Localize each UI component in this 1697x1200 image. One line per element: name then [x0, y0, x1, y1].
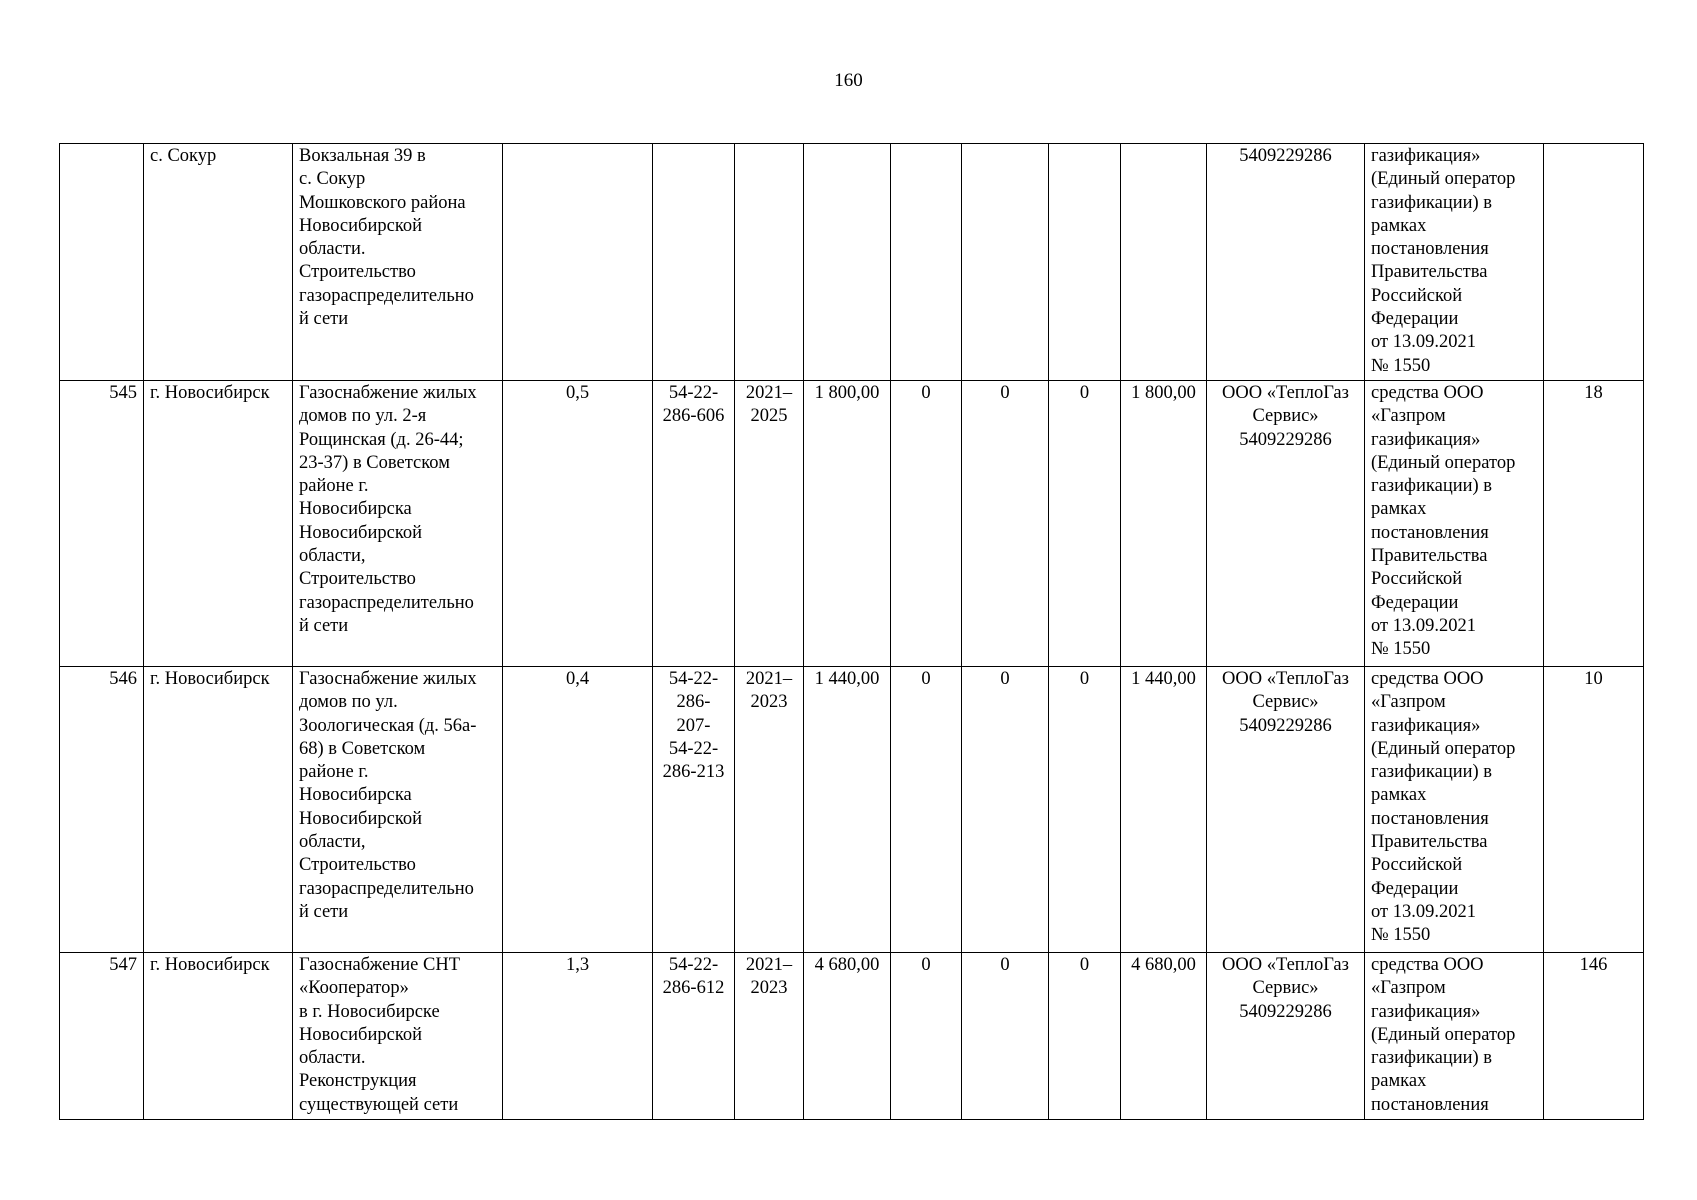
cell-text-line: от 13.09.2021 — [1371, 615, 1476, 636]
organization-cell — [1207, 381, 1365, 667]
registration-number-cell — [653, 953, 735, 1120]
cell-text-line: 545 — [109, 383, 137, 403]
organization-cell — [1207, 953, 1365, 1120]
cell-text-line: 23-37) в Советском — [299, 452, 450, 473]
cell-text-line: постановления — [1371, 1094, 1489, 1115]
cell-text-line: й сети — [299, 309, 349, 330]
cell-text-line: газификация» — [1371, 429, 1481, 450]
locality-cell — [144, 953, 293, 1120]
amount-cell — [1049, 381, 1121, 667]
cell-text-line: газификация» — [1371, 715, 1481, 736]
cell-text-line: Вокзальная 39 в — [299, 146, 426, 166]
cell-text-line: газораспределительно — [299, 285, 474, 306]
amount-cell — [1121, 381, 1207, 667]
cell-text-line: 1 440,00 — [814, 669, 880, 689]
cell-text-line: ООО «ТеплоГаз — [1222, 955, 1349, 975]
cell-text-line: 5409229286 — [1239, 1001, 1332, 1022]
cell-text-line: Федерации — [1371, 878, 1459, 899]
cell-text-line: 286-612 — [662, 978, 725, 999]
cell-text-line: 286-213 — [662, 762, 725, 783]
cell-text-line: средства ООО — [1371, 383, 1484, 403]
funding-source-cell — [1365, 144, 1544, 381]
cell-text-line: (Единый оператор — [1371, 169, 1516, 190]
cell-text-line: (Единый оператор — [1371, 452, 1516, 473]
cell-text-line: № 1550 — [1371, 639, 1431, 660]
count-cell — [1544, 381, 1644, 667]
total-amount-cell — [804, 144, 891, 381]
length-cell — [503, 667, 653, 953]
table-row — [60, 953, 1644, 1120]
cell-text-line: 2025 — [750, 406, 788, 427]
cell-text-line: рамках — [1371, 499, 1427, 520]
amount-cell — [1049, 667, 1121, 953]
cell-text-line: 1,3 — [565, 955, 590, 975]
table-row — [60, 381, 1644, 667]
cell-text-line: 2021– — [745, 669, 793, 689]
cell-text-line: рамках — [1371, 785, 1427, 806]
cell-text-line: 4 680,00 — [1131, 955, 1196, 975]
table-row — [60, 144, 1644, 381]
cell-text-line: Российской — [1371, 285, 1463, 306]
amount-cell — [1121, 144, 1207, 381]
cell-text-line: й сети — [299, 615, 349, 636]
cell-text-line: Новосибирска — [299, 785, 412, 806]
cell-text-line: 0 — [1079, 669, 1090, 689]
amount-cell — [1049, 144, 1121, 381]
cell-text-line: Сервис» — [1252, 692, 1319, 713]
cell-text-line: 2023 — [750, 978, 788, 999]
cell-text-line: 286- — [676, 692, 711, 713]
cell-text-line: 0 — [921, 383, 931, 403]
cell-text-line: газораспределительно — [299, 878, 474, 899]
cell-text-line: Правительства — [1371, 262, 1488, 283]
row-number-cell — [60, 144, 144, 381]
cell-text-line: Сервис» — [1252, 978, 1319, 999]
cell-text-line: Мошковского района — [299, 192, 466, 213]
cell-text-line: 0 — [1000, 669, 1010, 689]
cell-text-line: «Газпром — [1371, 406, 1446, 427]
funding-source-cell — [1365, 953, 1544, 1120]
cell-text-line: Рощинская (д. 26-44; — [299, 429, 464, 450]
page-number: 160 — [834, 70, 863, 91]
cell-text-line: Газоснабжение жилых — [299, 669, 477, 689]
cell-text-line: 0 — [1079, 383, 1090, 403]
period-cell — [735, 144, 804, 381]
cell-text-line: 2023 — [750, 692, 788, 713]
cell-text-line: 54-22- — [668, 669, 719, 689]
cell-text-line: области. — [299, 239, 366, 260]
cell-text-line: 1 800,00 — [814, 383, 880, 403]
cell-text-line: газификации) в — [1371, 476, 1493, 497]
cell-text-line: 5409229286 — [1239, 429, 1332, 450]
length-cell — [503, 953, 653, 1120]
cell-text-line: Газоснабжение жилых — [299, 383, 477, 403]
amount-cell — [891, 953, 962, 1120]
locality-cell — [144, 381, 293, 667]
cell-text-line: 546 — [109, 669, 137, 689]
total-amount-cell — [804, 381, 891, 667]
cell-text-line: области. — [299, 1048, 366, 1069]
funding-source-cell — [1365, 667, 1544, 953]
cell-text-line: Российской — [1371, 855, 1463, 876]
organization-cell — [1207, 667, 1365, 953]
amount-cell — [962, 144, 1049, 381]
cell-text-line: й сети — [299, 901, 349, 922]
cell-text-line: «Газпром — [1371, 692, 1446, 713]
cell-text-line: Новосибирской — [299, 522, 423, 543]
cell-text-line: ООО «ТеплоГаз — [1222, 669, 1349, 689]
cell-text-line: 0,4 — [565, 669, 590, 689]
cell-text-line: 18 — [1584, 383, 1603, 403]
cell-text-line: Правительства — [1371, 546, 1488, 567]
object-name-cell — [293, 667, 503, 953]
object-name-cell — [293, 381, 503, 667]
cell-text-line: Российской — [1371, 569, 1463, 590]
total-amount-cell — [804, 667, 891, 953]
locality-cell — [144, 144, 293, 381]
period-cell — [735, 381, 804, 667]
cell-text-line: Сервис» — [1252, 406, 1319, 427]
amount-cell — [962, 381, 1049, 667]
cell-text-line: 2021– — [745, 955, 793, 975]
count-cell — [1544, 144, 1644, 381]
registration-number-cell — [653, 381, 735, 667]
cell-text-line: 207- — [676, 715, 711, 736]
amount-cell — [891, 667, 962, 953]
cell-text-line: Газоснабжение СНТ — [299, 955, 461, 975]
period-cell — [735, 953, 804, 1120]
object-name-cell — [293, 953, 503, 1120]
cell-text-line: с. Сокур — [150, 146, 217, 166]
cell-text-line: с. Сокур — [299, 169, 366, 190]
organization-cell — [1207, 144, 1365, 381]
cell-text-line: постановления — [1371, 522, 1489, 543]
cell-text-line: 0 — [921, 955, 931, 975]
cell-text-line: Федерации — [1371, 309, 1459, 330]
row-number-cell — [60, 667, 144, 953]
cell-text-line: газификации) в — [1371, 1048, 1493, 1069]
cell-text-line: 1 800,00 — [1131, 383, 1196, 403]
cell-text-line: г. Новосибирск — [150, 955, 270, 975]
cell-text-line: 2021– — [745, 383, 793, 403]
projects-table — [59, 143, 1644, 1120]
cell-text-line: Строительство — [299, 855, 416, 876]
length-cell — [503, 144, 653, 381]
cell-text-line: (Единый оператор — [1371, 738, 1516, 759]
period-cell — [735, 667, 804, 953]
cell-text-line: районе г. — [299, 476, 369, 497]
registration-number-cell — [653, 144, 735, 381]
cell-text-line: районе г. — [299, 762, 369, 783]
cell-text-line: 547 — [109, 955, 137, 975]
cell-text-line: Федерации — [1371, 592, 1459, 613]
cell-text-line: газификация» — [1371, 146, 1481, 166]
cell-text-line: 68) в Советском — [299, 738, 426, 759]
cell-text-line: домов по ул. — [299, 692, 398, 713]
amount-cell — [1121, 667, 1207, 953]
row-number-cell — [60, 381, 144, 667]
cell-text-line: рамках — [1371, 215, 1427, 236]
cell-text-line: Строительство — [299, 262, 416, 283]
cell-text-line: Строительство — [299, 569, 416, 590]
cell-text-line: Новосибирской — [299, 808, 423, 829]
cell-text-line: Новосибирской — [299, 215, 423, 236]
cell-text-line: средства ООО — [1371, 669, 1484, 689]
cell-text-line: Реконструкция — [299, 1071, 417, 1092]
cell-text-line: 0 — [1079, 955, 1090, 975]
table-row — [60, 667, 1644, 953]
cell-text-line: «Газпром — [1371, 978, 1446, 999]
cell-text-line: в г. Новосибирске — [299, 1001, 440, 1022]
locality-cell — [144, 667, 293, 953]
amount-cell — [1049, 953, 1121, 1120]
cell-text-line: газификации) в — [1371, 762, 1493, 783]
cell-text-line: области, — [299, 546, 366, 567]
object-name-cell — [293, 144, 503, 381]
cell-text-line: № 1550 — [1371, 925, 1431, 946]
amount-cell — [1121, 953, 1207, 1120]
cell-text-line: рамках — [1371, 1071, 1427, 1092]
cell-text-line: Зоологическая (д. 56а- — [299, 715, 477, 736]
cell-text-line: (Единый оператор — [1371, 1024, 1516, 1045]
row-number-cell — [60, 953, 144, 1120]
amount-cell — [962, 953, 1049, 1120]
registration-number-cell — [653, 667, 735, 953]
cell-text-line: Правительства — [1371, 832, 1488, 853]
cell-text-line: 54-22- — [668, 955, 719, 975]
cell-text-line: 146 — [1579, 955, 1608, 975]
cell-text-line: г. Новосибирск — [150, 383, 270, 403]
cell-text-line: постановления — [1371, 808, 1489, 829]
cell-text-line: газификации) в — [1371, 192, 1493, 213]
cell-text-line: домов по ул. 2-я — [299, 406, 427, 427]
length-cell — [503, 381, 653, 667]
cell-text-line: 5409229286 — [1239, 715, 1332, 736]
cell-text-line: «Кооператор» — [299, 978, 409, 999]
funding-source-cell — [1365, 381, 1544, 667]
cell-text-line: 0 — [921, 669, 931, 689]
cell-text-line: 1 440,00 — [1131, 669, 1196, 689]
cell-text-line: ООО «ТеплоГаз — [1222, 383, 1349, 403]
cell-text-line: газификация» — [1371, 1001, 1481, 1022]
amount-cell — [891, 144, 962, 381]
cell-text-line: 10 — [1584, 669, 1603, 689]
cell-text-line: № 1550 — [1371, 355, 1431, 376]
cell-text-line: г. Новосибирск — [150, 669, 270, 689]
cell-text-line: 54-22- — [668, 383, 719, 403]
cell-text-line: 4 680,00 — [814, 955, 880, 975]
cell-text-line: существующей сети — [299, 1094, 459, 1115]
amount-cell — [962, 667, 1049, 953]
cell-text-line: 286-606 — [662, 406, 725, 427]
cell-text-line: от 13.09.2021 — [1371, 332, 1476, 353]
cell-text-line: Новосибирска — [299, 499, 412, 520]
cell-text-line: Новосибирской — [299, 1024, 423, 1045]
cell-text-line: 5409229286 — [1239, 146, 1332, 166]
cell-text-line: от 13.09.2021 — [1371, 901, 1476, 922]
cell-text-line: 0 — [1000, 383, 1010, 403]
amount-cell — [891, 381, 962, 667]
cell-text-line: 0,5 — [565, 383, 590, 403]
count-cell — [1544, 953, 1644, 1120]
count-cell — [1544, 667, 1644, 953]
cell-text-line: средства ООО — [1371, 955, 1484, 975]
cell-text-line: постановления — [1371, 239, 1489, 260]
total-amount-cell — [804, 953, 891, 1120]
cell-text-line: 0 — [1000, 955, 1010, 975]
cell-text-line: области, — [299, 832, 366, 853]
cell-text-line: 54-22- — [668, 738, 719, 759]
cell-text-line: газораспределительно — [299, 592, 474, 613]
